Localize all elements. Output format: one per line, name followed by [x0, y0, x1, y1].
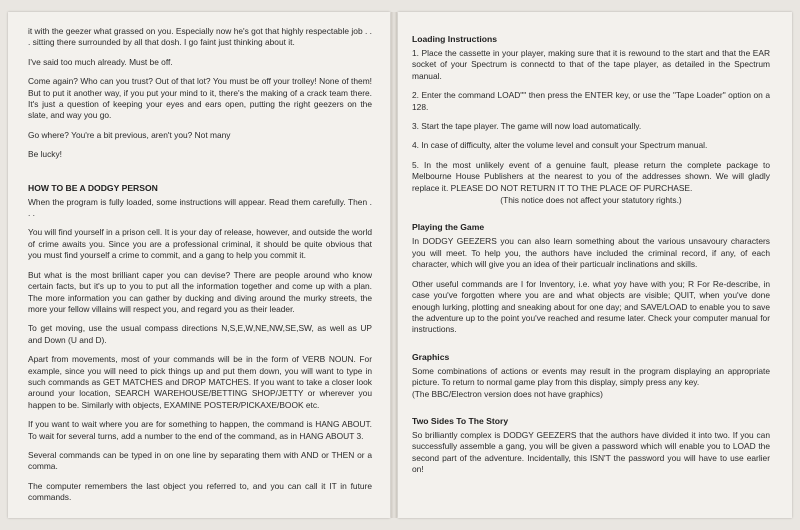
section-paragraph: You will find yourself in a prison cell. It is your day of release, however, and outside the world of crime awaits you. Since you are a professional criminal, it should be quite obvious that you must find yourself a crime to commit, and a gang to help you commit it.: [28, 227, 372, 261]
section-paragraph: Apart from movements, most of your commands will be in the form of VERB NOUN. For example, since you will need to pick things up and put them down, you will want to type in such commands as GET MATCHES and DROP MATCHES. If you want to take a closer look around your location, SEARCH WAREHOUSE/BETTING SHOP/JETTY or wherever you happen to be. Similarly with objects, EXAMINE POSTER/PICKAXE/BOOK etc.: [28, 354, 372, 410]
intro-paragraph: Go where? You're a bit previous, aren't you? Not many: [28, 129, 231, 140]
heading-graphics: Graphics: [412, 351, 450, 362]
right-page: [398, 12, 792, 518]
heading-loading-instructions: Loading Instructions: [412, 34, 497, 44]
two-sides-paragraph: So brilliantly complex is DODGY GEEZERS that the authors have divided it into two. If you can successfully assemble a gang, you will be given a password which will enable you to LOAD the second part of the adventure. Incidentally, this ISN'T the password you will have to use earlier on!: [412, 429, 770, 475]
section-paragraph: But what is the most brilliant caper you can devise? There are people around who know certain facts, but it's up to you to put all the information together and come up with a plan. The more information you can gather by ducking and diving around the murky streets, the more your fellow villains will respect you, and regard you as their leader.: [28, 269, 372, 314]
left-page-content: [28, 26, 372, 512]
section-heading-dodgy-person: HOW TO BE A DODGY PERSON: [28, 182, 158, 193]
left-page: [8, 12, 390, 518]
heading-playing-the-game: Playing the Game: [412, 222, 485, 233]
section-paragraph: If you want to wait where you are for something to happen, the command is HANG ABOUT. To wait for several turns, add a number to the end of the command, as in HANG ABOUT 3.: [28, 419, 372, 441]
loading-step: 1. Place the cassette in your player, making sure that it is rewound to the start and that the EAR socket of your Spectrum is connectd to that of the tape player, as detailed in the Spectrum manual.: [412, 48, 770, 81]
graphics-paragraph: Some combinations of actions or events may result in the program displaying an appropriate picture. To return to normal game play from this display, simply press any key.: [412, 365, 770, 388]
page-fold: [391, 12, 397, 518]
graphics-paragraph: (The BBC/Electron version does not have graphics): [412, 388, 603, 399]
loading-step: 2. Enter the command LOAD"" then press the ENTER key, or use the "Tape Loader" option on a 128.: [412, 90, 770, 112]
intro-paragraph: Be lucky!: [28, 149, 62, 160]
intro-paragraph: Come again? Who can you trust? Out of that lot? You must be off your trolley! None of them! But to put it another way, if you put your mind to it, there's the making of a crack team there. It's just a question of keeping your eyes and ears open, putting the right geezers on the slate, and way you go.: [28, 76, 372, 121]
loading-step: 5. In the most unlikely event of a genuine fault, please return the complete package to Melbourne House Publishers at the nearest to you of the addresses shown. We will gladly replace it. PLEASE DO NOT RETURN IT TO THE PLACE OF PURCHASE.: [412, 159, 770, 193]
intro-paragraph: it with the geezer what grassed on you. Especially now he's got that highly respectable job . . . sitting there surrounded by all that dosh. I go faint just thinking about it.: [28, 26, 372, 48]
loading-step: 4. In case of difficulty, alter the volume level and consult your Spectrum manual.: [412, 140, 708, 151]
heading-two-sides: Two Sides To The Story: [412, 415, 509, 426]
section-paragraph: Several commands can be typed in on one line by separating them with AND or THEN or a comma.: [28, 449, 372, 472]
statutory-notice: (This notice does not affect your statutory rights.): [500, 195, 682, 206]
right-page-content: [412, 34, 770, 484]
section-paragraph: To get moving, use the usual compass directions N,S,E,W,NE,NW,SE,SW, as well as UP and Down (U and D).: [28, 323, 372, 345]
playing-paragraph: In DODGY GEEZERS you can also learn something about the various unsavoury characters you will meet. To help you, the authors have included the criminal record, if any, of each character, which will give you an idea of their particualr inclinations and skills.: [412, 236, 770, 270]
section-paragraph: When the program is fully loaded, some instructions will appear. Read them carefully. Then . . .: [28, 196, 372, 219]
intro-paragraph: I've said too much already. Must be off.: [28, 56, 173, 67]
playing-paragraph: Other useful commands are I for Inventory, i.e. what yoy have with you; R For Re-describe, in case you've forgotten where you are and what objects are visible; QUIT, when you've done enough lurking, plotting and sneaking about for one day; and SAVE/LOAD to enable you to save the adventure up to the point you've reached and resume later. Check your computer manual for instructions.: [412, 278, 770, 335]
section-paragraph: The computer remembers the last object you referred to, and you can call it IT in future commands.: [28, 480, 372, 503]
loading-step: 3. Start the tape player. The game will now load automatically.: [412, 121, 642, 132]
